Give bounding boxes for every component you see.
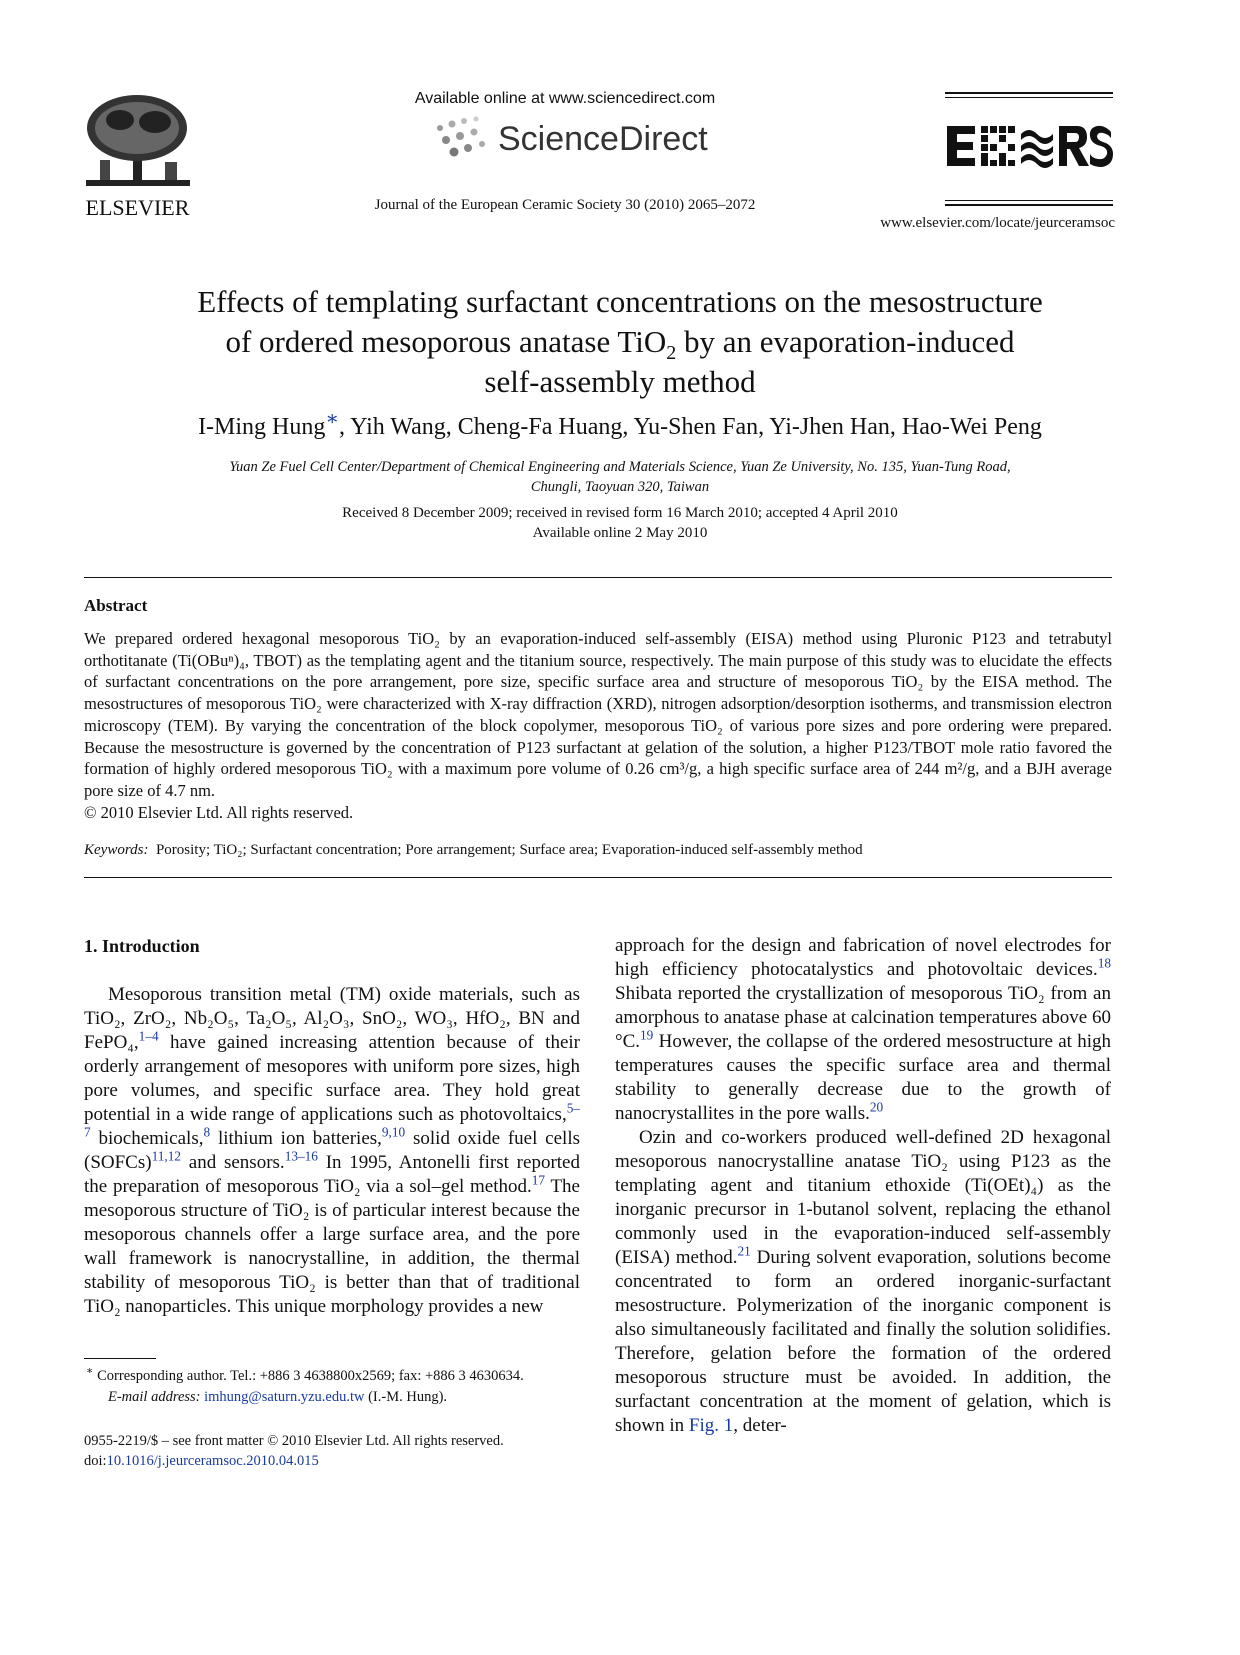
front-matter	[84, 1431, 604, 1471]
elsevier-tree-icon	[80, 90, 195, 190]
abstract-text: We prepared ordered hexagonal mesoporous TiO₂ by an evaporation-induced self-assembly (EISA) method using Pluronic P123 and tetrabutyl orthotitanate (Ti(OBuⁿ)₄, TBOT) as the templating agent and the titanium source, respectively. The main purpose of this study was to elucidate the effects of surfactant concentrations on the pore arrangement, pore size, specific surface area and structure of mesoporous TiO₂ by the EISA method. The mesostructures of mesoporous TiO₂ were characterized with X-ray diffraction (XRD), nitrogen adsorption/desorption isotherms, and transmission electron microscopy (TEM). By varying the concentration of the block copolymer, mesoporous TiO₂ of various pore sizes and pore ordering were prepared. Because the mesostructure is governed by the concentration of P123 surfactant at gelation of the solution, a higher P123/TBOT mole ratio favored the formation of highly ordered mesoporous TiO₂ with a maximum pore volume of 0.26 cm³/g, a high specific surface area of 244 m²/g, and a BJH average pore size of 4.7 nm.	[84, 629, 1112, 800]
journal-url[interactable]: www.elsevier.com/locate/jeurceramsoc	[880, 215, 1115, 231]
keywords	[84, 842, 1112, 859]
citation-13-16[interactable]: 13–16	[284, 1148, 318, 1164]
abstract-heading: Abstract	[84, 596, 148, 615]
section-heading-introduction: 1. Introduction	[84, 936, 200, 956]
journal-logo-rule-bottom-2	[945, 204, 1113, 206]
ecers-logo-icon	[945, 120, 1115, 175]
received-dates: Received 8 December 2009; received in revised form 16 March 2010; accepted 4 April 2010	[342, 505, 898, 521]
footnote-corresponding: ∗ Corresponding author. Tel.: +886 3 4638800x2569; fax: +886 3 4630634.	[86, 1365, 524, 1384]
abstract-copyright: © 2010 Elsevier Ltd. All rights reserved.	[84, 802, 354, 822]
author-list	[60, 408, 1180, 441]
title-line-3: self-assembly method	[484, 364, 756, 399]
elsevier-wordmark: ELSEVIER	[85, 195, 190, 220]
affiliation: Yuan Ze Fuel Cell Center/Department of Chemical Engineering and Materials Science, Yuan Ze University, No. 135, Yuan-Tung Road, Chungli, Taoyuan 320, Taiwan	[229, 459, 1011, 495]
journal-reference: Journal of the European Ceramic Society 30 (2010) 2065–2072	[374, 197, 756, 213]
citation-18[interactable]: 18	[1097, 955, 1111, 971]
footnote-rule	[84, 1358, 156, 1359]
citation-9-10[interactable]: 9,10	[381, 1124, 406, 1140]
citation-5-7[interactable]: 5–7	[84, 1100, 580, 1140]
article-title	[60, 282, 1180, 402]
citation-17[interactable]: 17	[531, 1172, 546, 1188]
doi-link[interactable]: 10.1016/j.jeurceramsoc.2010.04.015	[106, 1453, 319, 1469]
citation-20[interactable]: 20	[869, 1099, 884, 1115]
title-line-2: of ordered mesoporous anatase TiO$_2$ by an evaporation-induced	[225, 324, 1015, 365]
abstract-bottom-rule	[84, 877, 1112, 878]
intro-paragraph-2: Ozin and co-workers produced well-defined 2D hexagonal mesoporous nanocrystalline anatase TiO₂ using P123 as the templating agent and titanium ethoxide (Ti(OEt)₄) as the inorganic precursor in 1-butanol solvent, replacing the ethanol commonly used in the evaporation-induced self-assembly (EISA) method.$^{21}$ During solvent evaporation, solutions become concentrated to form an ordered inorganic-surfactant mesostructure. Polymerization of the inorganic component is also simultaneously facilitated and finally the solution solidifies. Therefore, gelation before the formation of the ordered mesoporous structure must be avoided. In addition, the surfactant concentration at the moment of gelation, which is shown in Fig. 1, deter-	[615, 1127, 1111, 1436]
citation-11-12[interactable]: 11,12	[151, 1148, 182, 1164]
intro-column-left	[84, 983, 580, 1319]
sciencedirect-dots-icon	[430, 114, 500, 164]
intro-paragraph-1-cont: approach for the design and fabrication of novel electrodes for high efficiency photocatalystics and photovoltaic devices.$^{18}$ Shibata reported the crystallization of mesoporous TiO₂ from an amorphous to anatase phase at calcination temperatures above 60 °C.$^{19}$ However, the collapse of the ordered mesostructure at high temperatures causes the specific surface area and thermal stability to generally decrease due to the growth of nanocrystallites in the pore walls.$^{20}$	[615, 935, 1111, 1124]
author-rest: , Yih Wang, Cheng-Fa Huang, Yu-Shen Fan, Yi-Jhen Han, Hao-Wei Peng	[338, 414, 1042, 440]
citation-19[interactable]: 19	[640, 1027, 654, 1043]
issn-line: 0955-2219/$ – see front matter © 2010 Elsevier Ltd. All rights reserved.	[84, 1433, 504, 1449]
ecers-logo	[945, 120, 1115, 175]
article-dates	[100, 503, 1140, 543]
journal-logo-rule-bottom-1	[945, 200, 1113, 201]
footnote-email: E-mail address: imhung@saturn.yzu.edu.tw (I.-M. Hung).	[108, 1389, 448, 1405]
sciencedirect-logo[interactable]	[430, 112, 730, 167]
doi-line: doi:10.1016/j.jeurceramsoc.2010.04.015	[84, 1453, 319, 1469]
journal-logo-rule-top-1	[945, 92, 1113, 94]
author-first: I-Ming Hung	[198, 414, 326, 440]
keywords-list: Porosity; TiO₂; Surfactant concentration; Pore arrangement; Surface area; Evaporation-induced self-assembly method	[155, 842, 863, 858]
intro-paragraph-1: Mesoporous transition metal (TM) oxide materials, such as TiO₂, ZrO₂, Nb₂O₅, Ta₂O₅, Al₂O₃, SnO₂, WO₃, HfO₂, BN and FePO₄,$^{1-4}$ have gained increasing attention because of their orderly arrangement of mesopores with uniform pore sizes, high pore volumes, and specific surface area. They hold great potential in a wide range of applications such as photovoltaics,$^{5-7}$ biochemicals,$^8$ lithium ion batteries,$^{9,10}$ solid oxide fuel cells (SOFCs)$^{11,12}$ and sensors.$^{13-16}$ In 1995, Antonelli first reported the preparation of mesoporous TiO₂ via a sol–gel method.$^{17}$ The mesoporous structure of TiO₂ is of particular interest because the mesoporous channels offer a large surface area, and the pore wall framework is nanocrystalline, in addition, the thermal stability of mesoporous TiO₂ is better than that of traditional TiO₂ nanoparticles. This unique morphology provides a new	[84, 984, 581, 1317]
footnote	[84, 1366, 584, 1408]
available-online[interactable]: Available online at www.sciencedirect.com	[414, 90, 716, 107]
citation-8[interactable]: 8	[203, 1124, 211, 1140]
sciencedirect-wordmark: ScienceDirect	[498, 120, 708, 158]
author-email-link[interactable]: imhung@saturn.yzu.edu.tw	[204, 1389, 365, 1405]
keywords-label: Keywords:	[84, 842, 149, 858]
abstract-top-rule	[84, 577, 1112, 578]
abstract-body	[84, 628, 1112, 823]
figure-1-link[interactable]: Fig. 1	[688, 1415, 734, 1436]
intro-column-right	[615, 934, 1111, 1438]
corresponding-author-link[interactable]: ∗	[325, 408, 339, 430]
citation-1-4[interactable]: 1–4	[138, 1028, 159, 1044]
title-line-1: Effects of templating surfactant concentrations on the mesostructure	[197, 284, 1043, 319]
citation-21[interactable]: 21	[737, 1243, 751, 1259]
available-date: Available online 2 May 2010	[532, 525, 708, 541]
journal-logo-rule-top-2	[945, 97, 1113, 98]
elsevier-logo	[80, 90, 195, 220]
